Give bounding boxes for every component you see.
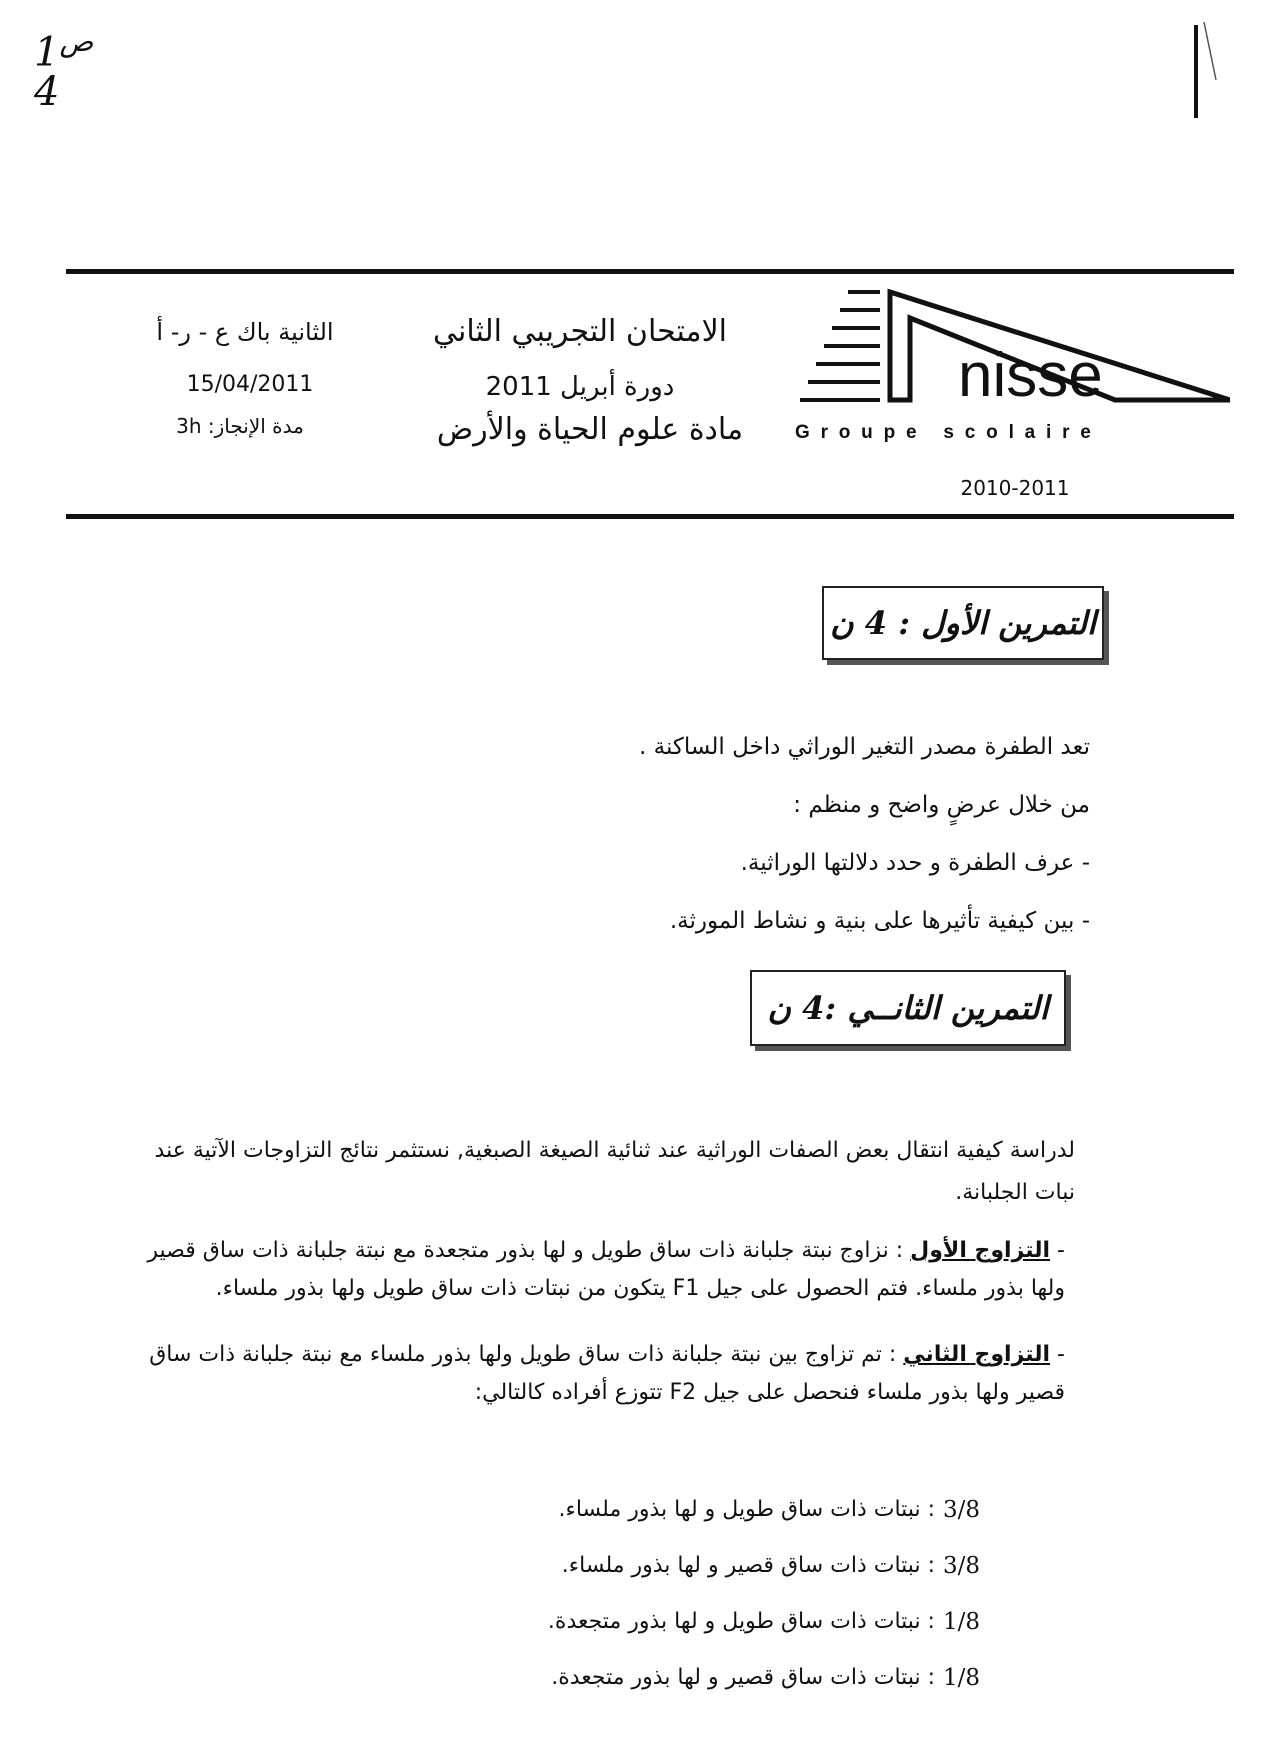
corner-pen-mark	[1186, 20, 1236, 120]
exam-subject: مادة علوم الحياة والأرض	[436, 412, 744, 447]
exam-date: 15/04/2011	[186, 372, 314, 397]
result-text: : نبتات ذات ساق قصير و لها بذور متجعدة.	[551, 1665, 935, 1690]
exercise2-intro: لدراسة كيفية انتقال بعض الصفات الوراثية عند ثنائية الصيغة الصبغية, نستثمر نتائج التزاوجات الآتية عند نبات الجلبانة.	[154, 1138, 1075, 1205]
exam-session: دورة أبريل 2011	[485, 372, 675, 402]
header-top-rule	[66, 269, 1234, 274]
logo-tagline: Groupe scolaire	[795, 422, 1102, 443]
level-label: الثانية باك ع - ر- أ	[156, 318, 334, 346]
exercise2-title: التمرين الثانــي :4 ن	[767, 989, 1049, 1027]
cross1-label: التزاوج الأول	[910, 1238, 1051, 1263]
exam-title: الامتحان التجريبي الثاني	[432, 314, 728, 349]
exercise1-line: تعد الطفرة مصدر التغير الوراثي داخل الساكنة .	[639, 734, 1090, 760]
cross2-label: التزاوج الثاني	[903, 1342, 1051, 1367]
result-fraction: 1/8	[942, 1665, 980, 1691]
school-year: 2010-2011	[960, 476, 1070, 500]
exercise1-body	[600, 718, 1090, 950]
result-text: : نبتات ذات ساق قصير و لها بذور ملساء.	[561, 1553, 935, 1578]
logo-word: nisse	[958, 341, 1103, 410]
page-mark-num: 1	[34, 29, 60, 76]
result-text: : نبتات ذات ساق طويل و لها بذور متجعدة.	[547, 1609, 935, 1634]
cross2-paragraph: - التزاوج الثاني : تم تزاوج بين نبتة جلبانة ذات ساق طويل ولها بذور ملساء مع نبتة جلبانة ذات ساق قصير ولها بذور ملساء فنحصل على جيل F2 تتوزع أفراده كالتالي:	[149, 1342, 1065, 1405]
page-mark-den: 4	[34, 69, 60, 116]
page-number-mark	[34, 25, 94, 116]
exercise1-title: التمرين الأول : 4 ن	[830, 604, 1096, 642]
result-row	[500, 1650, 980, 1706]
cross1-text: : نزاوج نبتة جلبانة ذات ساق طويل و لها بذور متجعدة مع نبتة جلبانة ذات ساق قصير ولها بذور ملساء. فتم الحصول على جيل F1 يتكون من نبتات ذات ساق طويل ولها بذور ملساء.	[147, 1238, 1065, 1301]
result-row	[500, 1482, 980, 1538]
page-mark-suffix: ص	[59, 25, 94, 58]
exercise1-line: - عرف الطفرة و حدد دلالتها الوراثية.	[740, 850, 1090, 876]
cross2-text: : تم تزاوج بين نبتة جلبانة ذات ساق طويل ولها بذور ملساء مع نبتة جلبانة ذات ساق قصير ولها بذور ملساء فنحصل على جيل F2 تتوزع أفراده كالتالي:	[149, 1342, 1065, 1405]
exercise1-line: - بين كيفية تأثيرها على بنية و نشاط المورثة.	[669, 908, 1090, 934]
f2-results-list	[500, 1482, 980, 1706]
result-row	[500, 1538, 980, 1594]
exercise1-line: من خلال عرضٍ واضح و منظم :	[793, 792, 1090, 818]
result-fraction: 3/8	[942, 1553, 980, 1579]
exercise1-title-box	[822, 586, 1104, 660]
exercise2-title-box	[750, 970, 1066, 1046]
cross1-paragraph: - التزاوج الأول : نزاوج نبتة جلبانة ذات ساق طويل و لها بذور متجعدة مع نبتة جلبانة ذات ساق قصير ولها بذور ملساء. فتم الحصول على جيل F1 يتكون من نبتات ذات ساق طويل ولها بذور ملساء.	[147, 1238, 1065, 1301]
school-logo	[790, 288, 1230, 448]
result-fraction: 3/8	[942, 1497, 980, 1523]
result-row	[500, 1594, 980, 1650]
exam-duration: مدة الإنجاز: 3h	[176, 414, 304, 438]
result-text: : نبتات ذات ساق طويل و لها بذور ملساء.	[558, 1497, 935, 1522]
header-bottom-rule	[66, 514, 1234, 519]
result-fraction: 1/8	[942, 1609, 980, 1635]
